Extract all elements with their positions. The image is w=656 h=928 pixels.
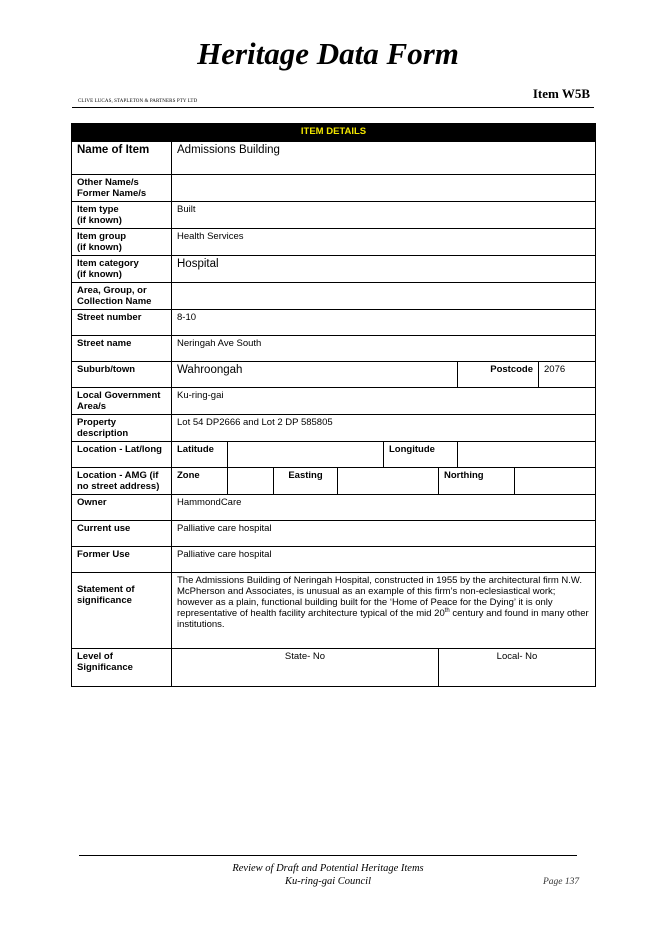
owner-label: Owner (72, 495, 172, 521)
row-area-group (72, 283, 596, 310)
location-amg-label (72, 468, 172, 495)
street-name-value: Neringah Ave South (172, 336, 596, 362)
level-local: Local- No (439, 649, 596, 687)
name-of-item-value: Admissions Building (172, 142, 596, 175)
easting-value (338, 468, 439, 495)
zone-label: Zone (172, 468, 228, 495)
row-location-amg (72, 468, 596, 495)
other-names-value (172, 175, 596, 202)
section-title: ITEM DETAILS (72, 124, 596, 142)
location-amg-label-line1: Location - AMG (if (77, 470, 159, 481)
item-category-label-line1: Item category (77, 258, 139, 269)
item-group-label (72, 229, 172, 256)
statement-label (72, 573, 172, 649)
footer-line1: Review of Draft and Potential Heritage Items (232, 863, 424, 874)
row-property (72, 415, 596, 442)
lga-value: Ku-ring-gai (172, 388, 596, 415)
row-statement (72, 573, 596, 649)
statement-text-part1: The Admissions Building of Neringah Hospital, constructed in 1955 by the architectural firm N.W. McPherson and Associates, is unusual as an example of this firm’s non-eclesiastical work; however as a plain, functional building built for the ‘Home of Peace for the Dying’ it is only representative of health facility architecture typical of the mid 20 (177, 575, 582, 619)
item-group-label-line2: (if known) (77, 242, 122, 253)
owner-value: HammondCare (172, 495, 596, 521)
former-use-value: Palliative care hospital (172, 547, 596, 573)
location-amg-label-line2: no street address) (77, 481, 160, 492)
property-label-line2: description (77, 428, 129, 439)
firm-name: CLIVE LUCAS, STAPLETON & PARTNERS PTY LTD (78, 99, 198, 104)
item-type-value: Built (172, 202, 596, 229)
other-names-label-line2: Former Name/s (77, 188, 147, 199)
item-category-value: Hospital (172, 256, 596, 283)
item-group-value: Health Services (172, 229, 596, 256)
postcode-label: Postcode (458, 362, 539, 388)
item-type-label-line1: Item type (77, 204, 119, 215)
footer-rule (79, 855, 577, 856)
other-names-label-line1: Other Name/s (77, 177, 139, 188)
header-rule (72, 107, 594, 108)
latitude-label: Latitude (172, 442, 228, 468)
statement-text-superscript: th (444, 607, 450, 614)
street-number-value: 8-10 (172, 310, 596, 336)
suburb-label: Suburb/town (72, 362, 172, 388)
level-label (72, 649, 172, 687)
easting-label: Easting (274, 468, 338, 495)
lga-label-line2: Area/s (77, 401, 107, 412)
lga-label-line1: Local Government (77, 390, 161, 401)
area-group-label (72, 283, 172, 310)
row-street-number (72, 310, 596, 336)
item-details-table (71, 123, 596, 687)
property-label-line1: Property (77, 417, 117, 428)
statement-text-part2: century and found in many other institutions. (177, 608, 589, 630)
northing-value (515, 468, 596, 495)
area-group-label-line2: Collection Name (77, 296, 152, 307)
row-level (72, 649, 596, 687)
latitude-value (228, 442, 384, 468)
footer-line2: Ku-ring-gai Council (284, 876, 372, 887)
item-group-label-line1: Item group (77, 231, 127, 242)
page-title: Heritage Data Form (197, 36, 459, 71)
row-current-use (72, 521, 596, 547)
current-use-label: Current use (72, 521, 172, 547)
level-label-line2: Significance (77, 662, 133, 673)
row-suburb (72, 362, 596, 388)
property-label (72, 415, 172, 442)
row-item-type (72, 202, 596, 229)
statement-text (172, 573, 596, 649)
area-group-label-line1: Area, Group, or (77, 285, 147, 296)
longitude-label: Longitude (384, 442, 458, 468)
suburb-value: Wahroongah (172, 362, 458, 388)
current-use-value: Palliative care hospital (172, 521, 596, 547)
longitude-value (458, 442, 596, 468)
level-state: State- No (172, 649, 439, 687)
row-street-name (72, 336, 596, 362)
item-category-label-line2: (if known) (77, 269, 122, 280)
item-code: Item W5B (532, 86, 590, 101)
row-location-latlong (72, 442, 596, 468)
row-owner (72, 495, 596, 521)
postcode-value: 2076 (539, 362, 596, 388)
item-type-label-line2: (if known) (77, 215, 122, 226)
row-former-use (72, 547, 596, 573)
name-of-item-label: Name of Item (72, 142, 172, 175)
item-type-label (72, 202, 172, 229)
level-label-line1: Level of (77, 651, 113, 662)
zone-value (228, 468, 274, 495)
former-use-label: Former Use (72, 547, 172, 573)
location-latlong-label: Location - Lat/long (72, 442, 172, 468)
northing-label: Northing (439, 468, 515, 495)
street-name-label: Street name (72, 336, 172, 362)
statement-label-line2: significance (77, 595, 132, 606)
row-lga (72, 388, 596, 415)
area-group-value (172, 283, 596, 310)
lga-label (72, 388, 172, 415)
item-category-label (72, 256, 172, 283)
row-item-category (72, 256, 596, 283)
row-other-names (72, 175, 596, 202)
property-value: Lot 54 DP2666 and Lot 2 DP 585805 (172, 415, 596, 442)
row-item-group (72, 229, 596, 256)
row-name-of-item (72, 142, 596, 175)
section-header-row (72, 124, 596, 142)
statement-label-line1: Statement of (77, 584, 135, 595)
other-names-label (72, 175, 172, 202)
page-number: Page 137 (543, 877, 580, 887)
street-number-label: Street number (72, 310, 172, 336)
